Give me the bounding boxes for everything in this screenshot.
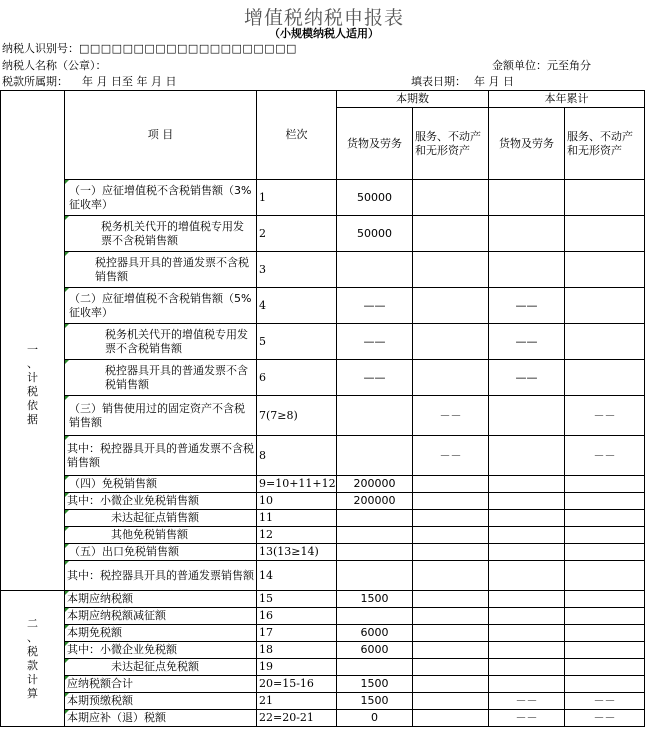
row-item: 应纳税额合计	[65, 676, 257, 693]
row-line-no: 16	[257, 608, 337, 625]
row-item: 本期应补（退）税额	[65, 710, 257, 727]
cell-services-current[interactable]	[413, 216, 489, 252]
row-line-no: 8	[257, 436, 337, 476]
cell-goods-year[interactable]	[489, 642, 565, 659]
cell-services-current[interactable]	[413, 561, 489, 591]
cell-goods-current[interactable]	[337, 544, 413, 561]
cell-services-current[interactable]	[413, 710, 489, 727]
header-blank	[1, 91, 65, 180]
cell-goods-current[interactable]: 50000	[337, 180, 413, 216]
row-item: （一）应征增值税不含税销售额（3%征收率）	[65, 180, 257, 216]
row-item: （三）销售使用过的固定资产不含税销售额	[65, 396, 257, 436]
cell-services-current[interactable]: －－	[413, 436, 489, 476]
cell-services-year[interactable]	[565, 288, 645, 324]
cell-services-year[interactable]	[565, 544, 645, 561]
amount-unit: 金额单位：元至角分	[492, 59, 591, 72]
col-goods-current: 货物及劳务	[337, 108, 413, 180]
cell-services-year[interactable]	[565, 360, 645, 396]
cell-goods-year[interactable]: ——	[489, 288, 565, 324]
form-subtitle: （小规模纳税人适用）	[269, 27, 379, 40]
col-goods-year: 货物及劳务	[489, 108, 565, 180]
cell-goods-year[interactable]: －－	[489, 693, 565, 710]
cell-goods-year[interactable]	[489, 676, 565, 693]
cell-goods-current[interactable]: 0	[337, 710, 413, 727]
cell-services-year[interactable]: －－	[565, 436, 645, 476]
cell-goods-current[interactable]: 1500	[337, 693, 413, 710]
cell-goods-current[interactable]	[337, 608, 413, 625]
cell-goods-year[interactable]	[489, 396, 565, 436]
row-line-no: 1	[257, 180, 337, 216]
cell-goods-year[interactable]	[489, 510, 565, 527]
cell-goods-year[interactable]	[489, 625, 565, 642]
row-line-no: 7(7≥8)	[257, 396, 337, 436]
row-item: 本期免税额	[65, 625, 257, 642]
section-tax-calc: 二、税款计算	[1, 591, 65, 727]
cell-services-current[interactable]	[413, 510, 489, 527]
cell-goods-current[interactable]: ——	[337, 288, 413, 324]
cell-services-year[interactable]: －－	[565, 396, 645, 436]
fill-date-line	[411, 75, 514, 89]
row-line-no: 18	[257, 642, 337, 659]
cell-services-year[interactable]: －－	[565, 693, 645, 710]
row-line-no: 14	[257, 561, 337, 591]
cell-services-current[interactable]	[413, 642, 489, 659]
cell-goods-current[interactable]: 50000	[337, 216, 413, 252]
cell-services-year[interactable]	[565, 659, 645, 676]
row-item: 税控器具开具的普通发票不含税销售额	[65, 252, 257, 288]
form-title: 增值税纳税申报表	[243, 7, 404, 29]
cell-services-current[interactable]	[413, 527, 489, 544]
taxpayer-name-label: 纳税人名称（公章）：	[2, 59, 107, 72]
cell-services-current[interactable]	[413, 591, 489, 608]
cell-services-current[interactable]	[413, 544, 489, 561]
section-tax-basis: 一、计税依据	[1, 180, 65, 591]
cell-services-current[interactable]	[413, 659, 489, 676]
row-line-no: 12	[257, 527, 337, 544]
col-current-period-header: 本期数	[337, 91, 489, 108]
cell-services-current[interactable]	[413, 360, 489, 396]
tax-period-line	[2, 75, 176, 89]
row-line-no: 5	[257, 324, 337, 360]
fill-date-label: 填表日期：	[411, 75, 466, 88]
cell-goods-year[interactable]	[489, 493, 565, 510]
row-line-no: 21	[257, 693, 337, 710]
cell-services-year[interactable]	[565, 591, 645, 608]
cell-services-year[interactable]	[565, 476, 645, 493]
cell-goods-current[interactable]: ——	[337, 324, 413, 360]
row-item: （五）出口免税销售额	[65, 544, 257, 561]
cell-services-year[interactable]	[565, 527, 645, 544]
cell-services-current[interactable]	[413, 608, 489, 625]
cell-goods-current[interactable]: 6000	[337, 625, 413, 642]
cell-goods-year[interactable]: ——	[489, 324, 565, 360]
cell-services-current[interactable]	[413, 493, 489, 510]
cell-goods-year[interactable]	[489, 591, 565, 608]
row-item: 本期应纳税额	[65, 591, 257, 608]
cell-goods-year[interactable]: －－	[489, 710, 565, 727]
row-line-no: 17	[257, 625, 337, 642]
cell-services-current[interactable]	[413, 180, 489, 216]
cell-services-current[interactable]	[413, 324, 489, 360]
row-item: 未达起征点销售额	[65, 510, 257, 527]
row-item: 其中：税控器具开具的普通发票不含税销售额	[65, 436, 257, 476]
cell-goods-year[interactable]	[489, 436, 565, 476]
cell-goods-current[interactable]: 200000	[337, 493, 413, 510]
cell-services-current[interactable]	[413, 288, 489, 324]
cell-services-current[interactable]	[413, 676, 489, 693]
row-item: 税务机关代开的增值税专用发票不含税销售额	[65, 216, 257, 252]
cell-services-year[interactable]	[565, 216, 645, 252]
cell-goods-current[interactable]: 6000	[337, 642, 413, 659]
cell-services-year[interactable]	[565, 608, 645, 625]
taxpayer-id-line	[2, 42, 297, 56]
cell-goods-year[interactable]	[489, 608, 565, 625]
cell-goods-year[interactable]	[489, 476, 565, 493]
cell-goods-year[interactable]	[489, 527, 565, 544]
col-line-header: 栏次	[257, 91, 337, 180]
row-line-no: 13(13≥14)	[257, 544, 337, 561]
cell-services-year[interactable]	[565, 324, 645, 360]
row-item: 税控器具开具的普通发票不含税销售额	[65, 360, 257, 396]
declaration-table	[0, 90, 645, 727]
cell-goods-current[interactable]	[337, 436, 413, 476]
row-line-no: 19	[257, 659, 337, 676]
cell-goods-current[interactable]	[337, 396, 413, 436]
col-services-year: 服务、不动产和无形资产	[565, 108, 645, 180]
cell-goods-current[interactable]: 1500	[337, 591, 413, 608]
cell-goods-year[interactable]	[489, 216, 565, 252]
cell-goods-current[interactable]	[337, 561, 413, 591]
cell-services-year[interactable]: －－	[565, 710, 645, 727]
cell-services-year[interactable]	[565, 625, 645, 642]
cell-goods-current[interactable]: 1500	[337, 676, 413, 693]
taxpayer-id-label: 纳税人识别号：	[2, 42, 79, 55]
col-services-current: 服务、不动产和无形资产	[413, 108, 489, 180]
row-item: 本期预缴税额	[65, 693, 257, 710]
cell-services-current[interactable]	[413, 476, 489, 493]
cell-services-year[interactable]	[565, 510, 645, 527]
row-item: 税务机关代开的增值税专用发票不含税销售额	[65, 324, 257, 360]
cell-goods-year[interactable]: ——	[489, 360, 565, 396]
cell-goods-year[interactable]	[489, 659, 565, 676]
row-item: 其他免税销售额	[65, 527, 257, 544]
cell-services-year[interactable]	[565, 252, 645, 288]
row-item: （二）应征增值税不含税销售额（5%征收率）	[65, 288, 257, 324]
taxpayer-id-boxes[interactable]: □□□□□□□□□□□□□□□□□□□□	[79, 42, 297, 55]
cell-services-current[interactable]	[413, 625, 489, 642]
cell-goods-current[interactable]	[337, 510, 413, 527]
cell-services-year[interactable]	[565, 676, 645, 693]
cell-goods-current[interactable]	[337, 252, 413, 288]
row-line-no: 11	[257, 510, 337, 527]
cell-services-year[interactable]	[565, 642, 645, 659]
row-line-no: 4	[257, 288, 337, 324]
row-item: 其中：小微企业免税销售额	[65, 493, 257, 510]
tax-period-value[interactable]: 年 月 日至 年 月 日	[82, 75, 177, 88]
cell-services-current[interactable]: －－	[413, 396, 489, 436]
row-item: 其中：小微企业免税额	[65, 642, 257, 659]
row-item: 其中：税控器具开具的普通发票销售额	[65, 561, 257, 591]
row-item: （四）免税销售额	[65, 476, 257, 493]
cell-services-year[interactable]	[565, 493, 645, 510]
cell-services-year[interactable]	[565, 561, 645, 591]
row-line-no: 9=10+11+12	[257, 476, 337, 493]
col-year-total-header: 本年累计	[489, 91, 645, 108]
row-line-no: 20=15-16	[257, 676, 337, 693]
row-line-no: 22=20-21	[257, 710, 337, 727]
row-line-no: 2	[257, 216, 337, 252]
cell-services-year[interactable]	[565, 180, 645, 216]
fill-date-value[interactable]: 年 月 日	[474, 75, 514, 88]
cell-goods-year[interactable]	[489, 252, 565, 288]
cell-goods-year[interactable]	[489, 180, 565, 216]
cell-services-current[interactable]	[413, 252, 489, 288]
row-line-no: 3	[257, 252, 337, 288]
cell-goods-current[interactable]: 200000	[337, 476, 413, 493]
row-line-no: 15	[257, 591, 337, 608]
cell-goods-current[interactable]	[337, 659, 413, 676]
cell-goods-year[interactable]	[489, 544, 565, 561]
row-item: 未达起征点免税额	[65, 659, 257, 676]
cell-goods-current[interactable]: ——	[337, 360, 413, 396]
cell-services-current[interactable]	[413, 693, 489, 710]
row-item: 本期应纳税额减征额	[65, 608, 257, 625]
cell-goods-current[interactable]	[337, 527, 413, 544]
cell-goods-year[interactable]	[489, 561, 565, 591]
tax-period-label: 税款所属期：	[2, 75, 68, 88]
row-line-no: 6	[257, 360, 337, 396]
row-line-no: 10	[257, 493, 337, 510]
col-item-header: 项 目	[65, 91, 257, 180]
